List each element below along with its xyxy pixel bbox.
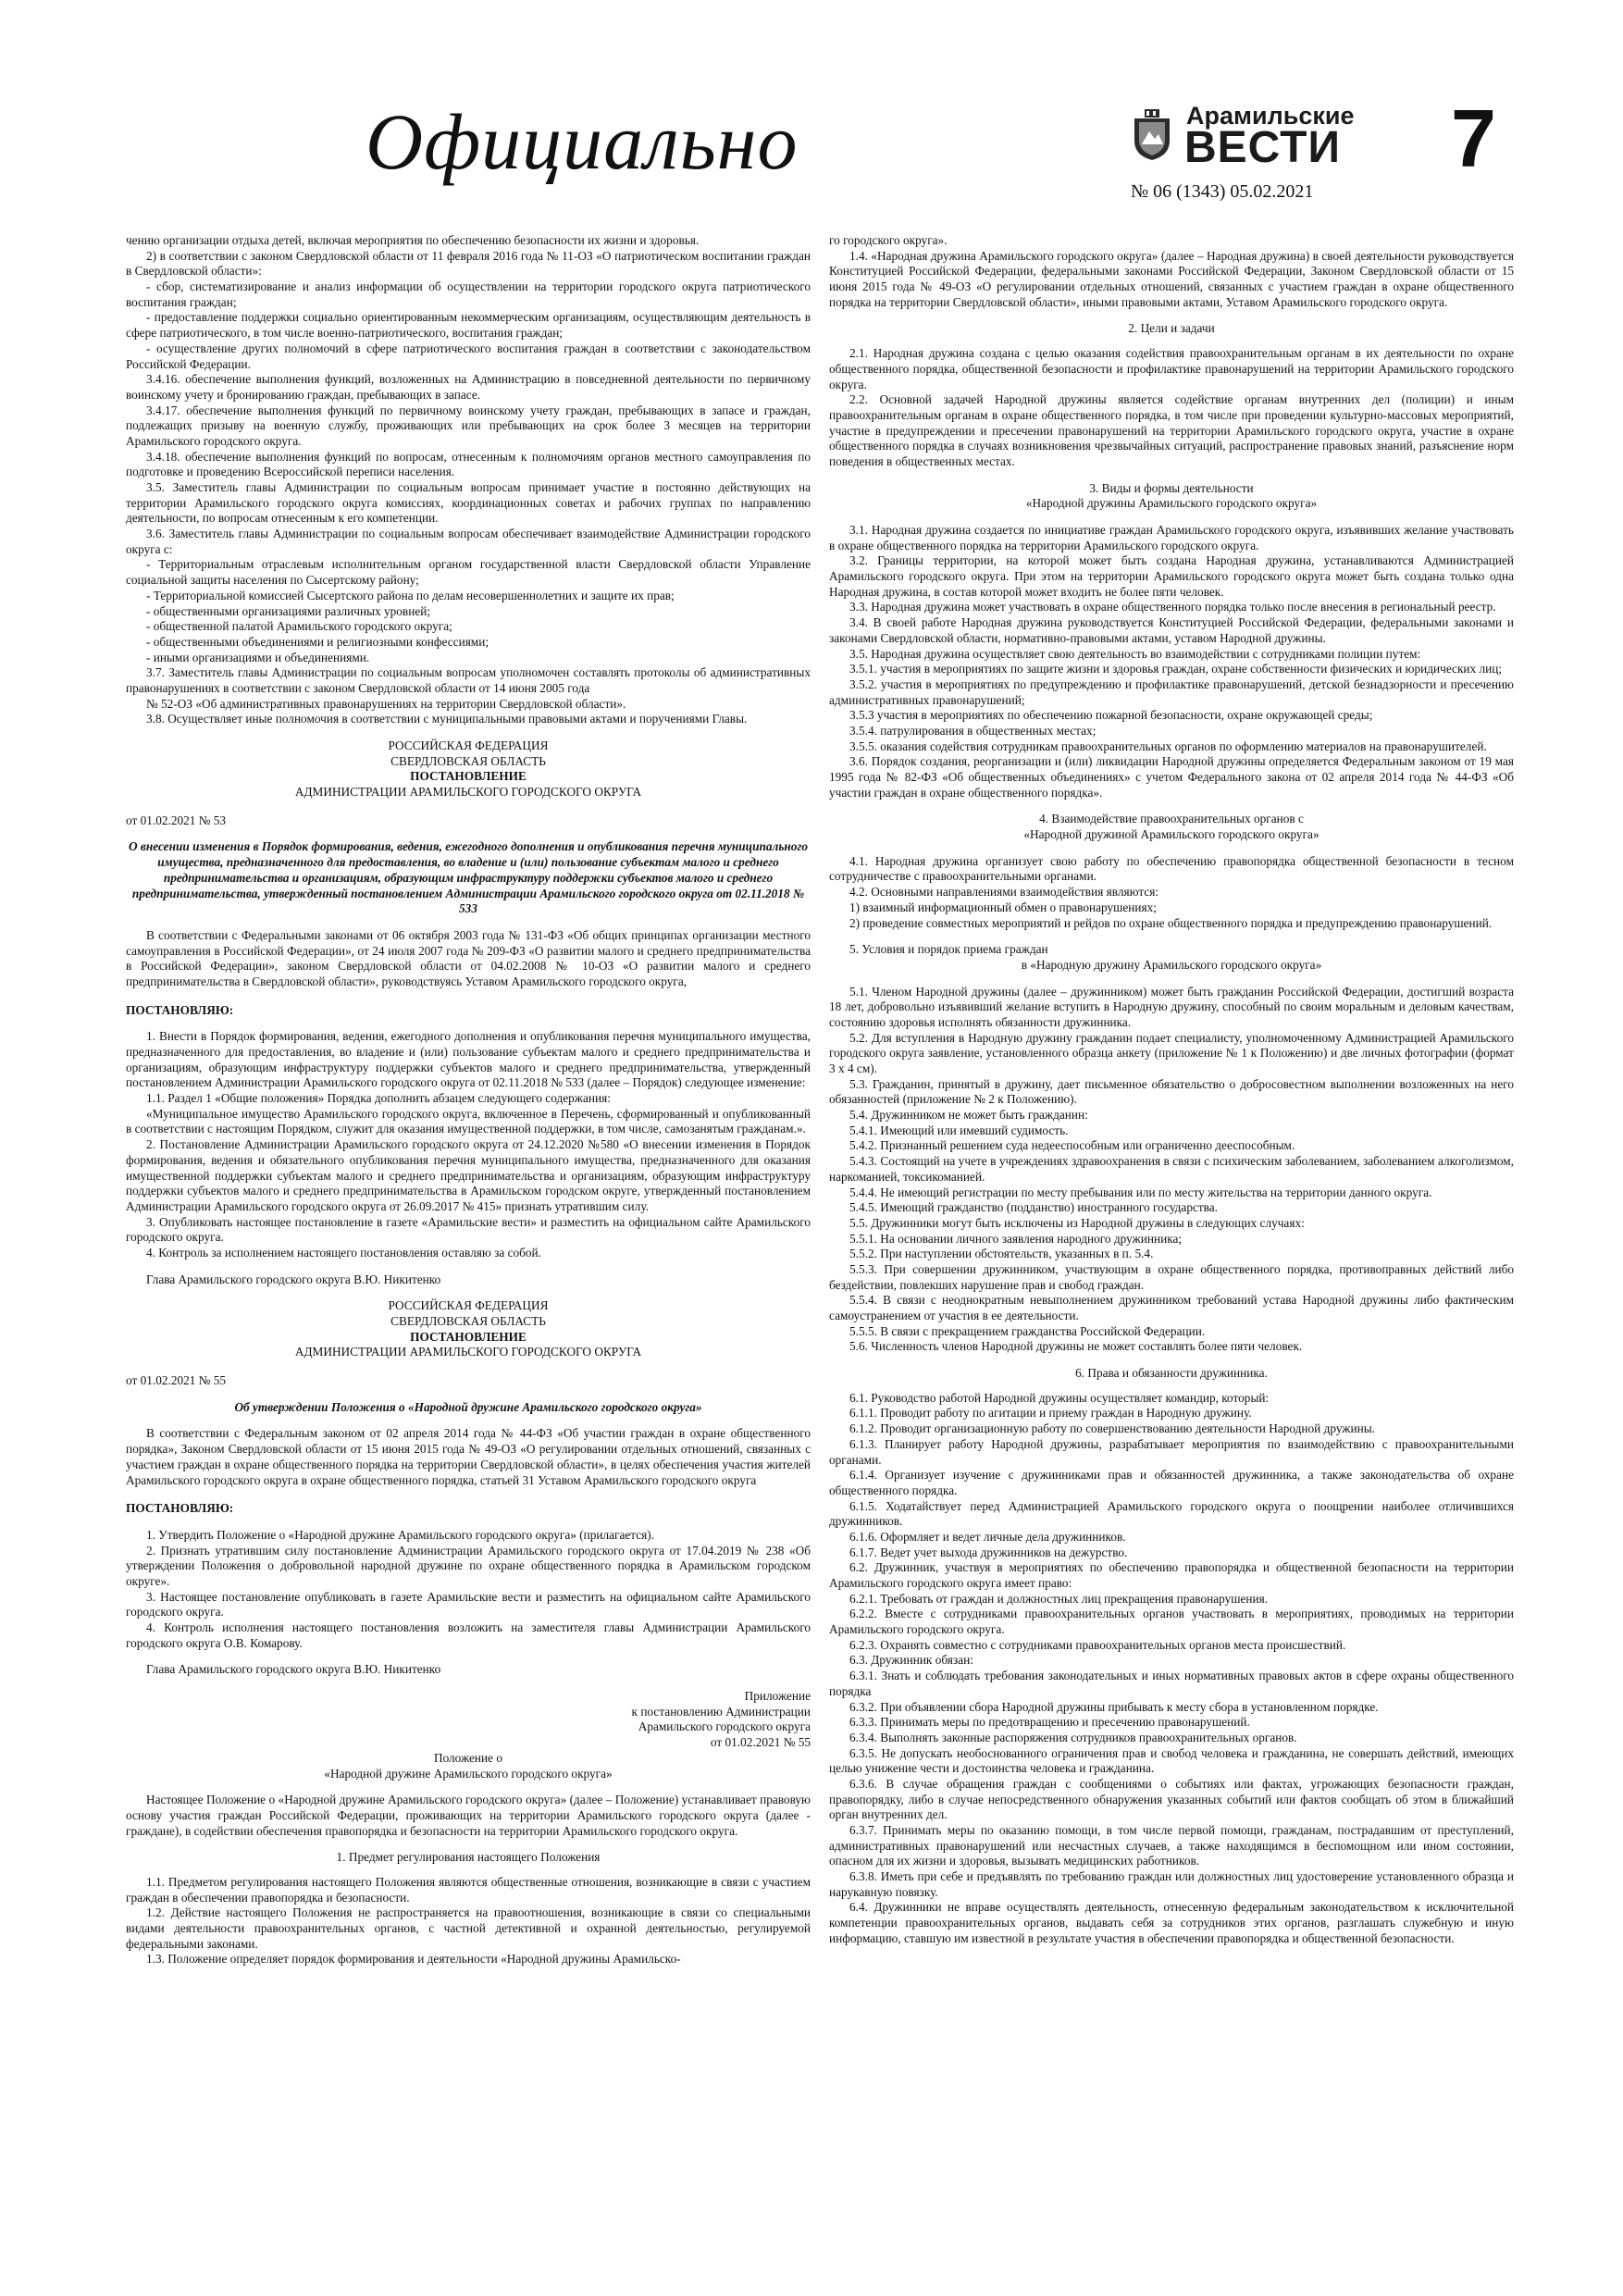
paragraph: 5.4.2. Признанный решением суда недееспособным или ограниченно дееспособным. [849, 1138, 1295, 1153]
decree-header-region: СВЕРДЛОВСКАЯ ОБЛАСТЬ [390, 753, 546, 768]
paragraph: 3.4.17. обеспечение выполнения функций по первичному воинскому учету граждан, пребывающих в запасе и граждан, подлежащих призыву на военную службу, проживающих или пребывающих на срок более 3 месяцев на территории Арамильского городского округа. [126, 403, 811, 448]
paragraph: 5.4.5. Имеющий гражданство (подданство) иностранного государства. [849, 1200, 1219, 1215]
paragraph: № 52-ОЗ «Об административных правонарушениях на территории Свердловской области». [146, 696, 626, 711]
decree-header-country: РОССИЙСКАЯ ФЕДЕРАЦИЯ [388, 738, 549, 752]
decree-resolution: ПОСТАНОВЛЯЮ: [126, 1501, 234, 1516]
paragraph: 6.4. Дружинники не вправе осуществлять деятельность, отнесенную федеральным законодательством к исключительной компетенции правоохранительных органов, выдавать себя за сотрудников этих органов, разглашать служебную и иную информацию, ставшую им известной в результате участия в обеспечении правопорядка и общественной безопасности. [829, 1900, 1514, 1945]
paragraph: 6.1.1. Проводит работу по агитации и приему граждан в Народную дружину. [849, 1406, 1252, 1421]
paragraph: 6.2. Дружинник, участвуя в мероприятиях по обеспечению правопорядка и общественной безопасности на территории Арамильского городского округа имеет право: [829, 1560, 1514, 1590]
paragraph: 6.1.5. Ходатайствует перед Администрацией Арамильского городского округа о поощрении наиболее отличившихся дружинников. [829, 1498, 1514, 1529]
page-number: 7 [1451, 93, 1496, 184]
brand-name-small: Арамильские [1186, 102, 1355, 130]
decree-header-issuer: АДМИНИСТРАЦИИ АРАМИЛЬСКОГО ГОРОДСКОГО ОКРУГА [294, 785, 642, 800]
coat-of-arms-icon [1131, 109, 1173, 161]
paragraph: 6.3.1. Знать и соблюдать требования законодательных и иных нормативных правовых актов в сфере охраны общественного порядка [829, 1669, 1514, 1698]
paragraph: 1. Внести в Порядок формирования, ведения, ежегодного дополнения и опубликования перечня муниципального имущества, предназначенного для предоставления, во владение и (или) пользование субъектам малого и среднего предпринимательства и организациям, образующим инфраструктуру поддержки субъектов малого и среднего предпринимательства, утвержденный постановлением Администрации Арамильского городского округа от 02.11.2018 № 533 (далее – Порядок) следующее изменение: [126, 1029, 811, 1090]
paragraph: 6.3.2. При объявлении сбора Народной дружины прибывать к месту сбора в установленном порядке. [849, 1699, 1379, 1714]
paragraph: 5.5.1. На основании личного заявления народного дружинника; [849, 1231, 1183, 1246]
paragraph: 5.2. Для вступления в Народную дружину гражданин подает специалисту, уполномоченному Администрацией Арамильского городского округа заявление, установленного образца анкету (приложение № 1 к Положению) и две личных фотографии (формат 3 x 4 см). [829, 1030, 1514, 1075]
paragraph: 4.2. Основными направлениями взаимодействия являются: [849, 885, 1159, 900]
paragraph: 3.5.2. участия в мероприятиях по предупреждению и профилактике правонарушений, детской безнадзорности и пресечению административных правонарушений; [829, 676, 1514, 707]
paragraph: 2) проведение совместных мероприятий и рейдов по охране общественного порядка и предупреждению правонарушений. [849, 915, 1493, 930]
paragraph: 4. Контроль исполнения настоящего постановления возложить на заместителя главы Администрации Арамильского городского округа О.В. Комарову. [126, 1620, 811, 1650]
paragraph: 3.3. Народная дружина может участвовать в охране общественного порядка только после внесения в региональный реестр. [849, 600, 1496, 614]
paragraph: 5.5.5. В связи с прекращением гражданства Российской Федерации. [849, 1323, 1206, 1338]
paragraph: 5.4.3. Состоящий на учете в учреждениях здравоохранения в связи с психическим заболеванием, заболеванием алкоголизмом, наркоманией, токсикоманией. [829, 1154, 1514, 1184]
decree-header-type: ПОСТАНОВЛЕНИЕ [410, 1329, 527, 1344]
decree-date: от 01.02.2021 № 53 [126, 813, 227, 827]
paragraph: 2.1. Народная дружина создана с целью оказания содействия правоохранительным органам в их деятельности по охране общественного порядка, общественной безопасности и профилактике правонарушений на территории Арамильского городского округа. [829, 346, 1514, 391]
section-heading: 1. Предмет регулирования настоящего Положения [336, 1850, 601, 1865]
paragraph: 5.3. Гражданин, принятый в дружину, дает письменное обязательство о добросовестном выполнении возложенных на него обязанностей (приложение № 2 к Положению). [829, 1076, 1514, 1107]
paragraph: 6.3. Дружинник обязан: [849, 1653, 973, 1668]
decree-header-type: ПОСТАНОВЛЕНИЕ [410, 769, 527, 784]
section-heading: «Народной дружиной Арамильского городского округа» [1023, 827, 1319, 842]
paragraph: 3. Настоящее постановление опубликовать в газете Арамильские вести и разместить на официальном сайте Арамильского городского округа. [126, 1589, 811, 1620]
paragraph: 5.4.4. Не имеющий регистрации по месту пребывания или по месту жительства на территории данного округа. [849, 1185, 1432, 1199]
newspaper-logo [1131, 102, 1353, 190]
paragraph: 5.1. Членом Народной дружины (далее – дружинником) может быть гражданин Российской Федерации, достигший возраста 18 лет, добровольно изъявивший желание вступить в Народную дружину, способный по своим моральным и деловым качествам, состоянию здоровья исполнять обязанности дружинника. [829, 984, 1514, 1029]
paragraph: 1) взаимный информационный обмен о правонарушениях; [849, 900, 1157, 914]
paragraph: 6.2.3. Охранять совместно с сотрудниками правоохранительных органов места происшествий. [849, 1637, 1346, 1652]
section-heading: 2. Цели и задачи [1128, 321, 1215, 336]
paragraph: 6.3.5. Не допускать необоснованного ограничения прав и свобод человека и гражданина, не совершать действий, имеющих целью унижение чести и достоинства человека и гражданина. [829, 1745, 1514, 1776]
decree-title: О внесении изменения в Порядок формирования, ведения, ежегодного дополнения и опубликования перечня муниципального имущества, предназначенного для предоставления, во владение и (или) пользование субъектам малого и среднего предпринимательства и организациям, образующим инфраструктуру поддержки субъектов малого и среднего предпринимательства, утвержденный постановлением Администрации Арамильского городского округа от 02.11.2018 № 533 [128, 839, 809, 916]
paragraph: 5.6. Численность членов Народной дружины не может составлять более пяти человек. [849, 1339, 1303, 1354]
paragraph: 6.1.6. Оформляет и ведет личные дела дружинников. [849, 1529, 1126, 1544]
paragraph: 2. Постановление Администрации Арамильского городского округа от 24.12.2020 №580 «О внесении изменения в Порядок формирования, ведения и обязательного опубликования перечня муниципального имущества, предназначенного для оказания имущественной поддержки субъектам малого и среднего предпринимательства и организациям, образующим инфраструктуру поддержки субъектов малого и среднего предпринимательства в Арамильском городском округе, утвержденный постановлением Администрации Арамильского городского округа от 26.09.2017 № 415» признать утратившим силу. [126, 1137, 811, 1213]
paragraph: чению организации отдыха детей, включая мероприятия по обеспечению безопасности их жизни и здоровья. [126, 233, 700, 247]
paragraph: 3.4.16. обеспечение выполнения функций, возложенных на Администрацию в повседневной деятельности по первичному воинскому учету и бронированию граждан, пребывающих в запасе. [126, 372, 811, 402]
appendix-label: от 01.02.2021 № 55 [710, 1735, 811, 1750]
paragraph: - сбор, систематизирование и анализ информации об осуществлении на территории городского округа патриотического воспитания граждан; [126, 279, 811, 309]
paragraph: 3.5. Народная дружина осуществляет свою деятельность во взаимодействии с сотрудниками полиции путем: [849, 646, 1421, 661]
right-column [829, 233, 1514, 1947]
paragraph: 3.5.5. оказания содействия сотрудникам правоохранительных органов по оформлению материалов на правонарушителей. [849, 738, 1487, 753]
appendix-label: Арамильского городского округа [638, 1719, 811, 1734]
paragraph: - Территориальным отраслевым исполнительным органом государственной власти Свердловской области Управление социальной защиты населения по Сысертскому району; [126, 557, 811, 588]
paragraph: 1.4. «Народная дружина Арамильского городского округа» (далее – Народная дружина) в своей деятельности руководствуется Конституцией Российской Федерации, федеральными законами Российской Федерации, Законом Свердловской области от 15 июня 2015 года № 49-ОЗ «О регулировании отдельных отношений, связанных с участием граждан в охране общественного порядка на территории Свердловской области», иными правовыми актами, Уставом Арамильского городского округа. [829, 248, 1514, 309]
paragraph: 6.2.2. Вместе с сотрудниками правоохранительных органов участвовать в мероприятиях, проводимых на территории Арамильского городского округа. [829, 1607, 1514, 1637]
paragraph: - общественной палатой Арамильского городского округа; [146, 619, 452, 634]
signature: Глава Арамильского городского округа В.Ю. Никитенко [146, 1662, 441, 1677]
paragraph: 1.1. Предметом регулирования настоящего Положения являются общественные отношения, возникающие в связи с участием граждан в обеспечении правопорядка и безопасности. [126, 1874, 811, 1905]
paragraph: 3.5.3 участия в мероприятиях по обеспечению пожарной безопасности, охране окружающей среды; [849, 708, 1373, 723]
decree-header-region: СВЕРДЛОВСКАЯ ОБЛАСТЬ [390, 1314, 546, 1328]
paragraph: 3.6. Порядок создания, реорганизации и (или) ликвидации Народной дружины определяется Федеральным законом от 19 мая 1995 года № 82-ФЗ «Об общественных объединениях» с учетом Федерального закона от 02 апреля 2014 года № 44-ФЗ «Об участии граждан в охране общественного порядка». [829, 754, 1514, 800]
paragraph: 5.5. Дружинники могут быть исключены из Народной дружины в следующих случаях: [849, 1215, 1305, 1230]
issue-number-date: № 06 (1343) 05.02.2021 [1131, 181, 1314, 202]
paragraph: Настоящее Положение о «Народной дружине Арамильского городского округа» (далее – Положение) устанавливает правовую основу участия граждан Российской Федерации, проживающих на территории Арамильского городского округа (далее - граждане), в содействии обеспечения правопорядка и безопасности на территории Арамильского городского округа. [126, 1793, 811, 1838]
section-heading: «Народной дружины Арамильского городского округа» [1025, 496, 1318, 511]
paragraph: 5.5.4. В связи с неоднократным невыполнением дружинником требований устава Народной дружины либо фактическим самоустранением от участия в ее деятельности. [829, 1293, 1514, 1322]
appendix-label: к постановлению Администрации [631, 1704, 811, 1719]
paragraph: - предоставление поддержки социально ориентированным некоммерческим организациям, осуществляющим деятельность в сфере патриотического, в том числе военно-патриотического, воспитания граждан; [126, 310, 811, 341]
paragraph: 1.1. Раздел 1 «Общие положения» Порядка дополнить абзацем следующего содержания: [146, 1091, 611, 1106]
paragraph: 3.5.1. участия в мероприятиях по защите жизни и здоровья граждан, охране собственности физических и юридических лиц; [849, 662, 1503, 676]
regulation-title: «Народной дружине Арамильского городского округа» [324, 1766, 613, 1781]
section-title: Официально [365, 97, 799, 186]
paragraph: 6.1. Руководство работой Народной дружины осуществляет командир, который: [849, 1390, 1270, 1405]
paragraph: 3.2. Границы территории, на которой может быть создана Народная дружина, устанавливаются Администрацией Арамильского городского округа. При этом на территории Арамильского городского округа может быть создана только одна Народная дружина, в состав которой может входить не более пяти человек. [829, 553, 1514, 599]
paragraph: 3.5.4. патрулирования в общественных местах; [849, 723, 1096, 738]
regulation-title: Положение о [433, 1750, 503, 1765]
paragraph: «Муниципальное имущество Арамильского городского округа, включенное в Перечень, сформированный и опубликованный в соответствии с настоящим Порядком, служит для оказания имущественной поддержки, в том числе, самозанятым гражданам.». [126, 1106, 811, 1136]
masthead [0, 0, 1623, 231]
section-heading: 5. Условия и порядок приема граждан [849, 942, 1048, 957]
section-heading: в «Народную дружину Арамильского городского округа» [1021, 957, 1322, 972]
paragraph: 3.4.18. обеспечение выполнения функций по вопросам, отнесенным к полномочиям органов местного самоуправления по подготовке и проведению Всероссийской переписи населения. [126, 449, 811, 479]
paragraph: - Территориальной комиссией Сысертского района по делам несовершеннолетних и защите их прав; [146, 588, 675, 602]
left-column [126, 233, 811, 1967]
paragraph: 4. Контроль за исполнением настоящего постановления оставляю за собой. [146, 1245, 541, 1260]
paragraph: 5.4.1. Имеющий или имевший судимость. [849, 1123, 1069, 1137]
decree-resolution: ПОСТАНОВЛЯЮ: [126, 1002, 234, 1017]
paragraph: 1. Утвердить Положение о «Народной дружине Арамильского городского округа» (прилагается). [146, 1527, 655, 1542]
paragraph: 6.3.8. Иметь при себе и предъявлять по требованию граждан или должностных лиц удостоверение установленного образца и нарукавную повязку. [829, 1869, 1514, 1899]
paragraph: 6.1.3. Планирует работу Народной дружины, разрабатывает мероприятия по взаимодействию с правоохранительными органами. [829, 1436, 1514, 1467]
paragraph: - иными организациями и объединениями. [146, 650, 370, 664]
decree-header-country: РОССИЙСКАЯ ФЕДЕРАЦИЯ [388, 1298, 549, 1313]
brand-name-big: ВЕСТИ [1184, 123, 1341, 172]
paragraph: 2.2. Основной задачей Народной дружины является содействие органам внутренних дел (полиции) и иным правоохранительным органам в охране общественного порядка, в том числе при проведении культурно-массовых мероприятий, участие в предупреждении и пресечении правонарушений на территории Арамильского городского округа, участие в охране общественного порядка в случаях возникновения чрезвычайных ситуаций, распространение правовых знаний, разъяснение норм поведения в общественных местах. [829, 392, 1514, 468]
section-heading: 3. Виды и формы деятельности [1089, 480, 1254, 495]
paragraph: 5.5.3. При совершении дружинником, участвующим в охране общественного порядка, противоправных действий либо бездействии, повлекших нарушение прав и свобод граждан. [829, 1261, 1514, 1292]
paragraph: 3.8. Осуществляет иные полномочия в соответствии с муниципальными правовыми актами и поручениями Главы. [146, 712, 748, 726]
paragraph: - общественными объединениями и религиозными конфессиями; [146, 634, 489, 649]
paragraph: 6.2.1. Требовать от граждан и должностных лиц прекращения правонарушения. [849, 1591, 1269, 1606]
paragraph: 5.4. Дружинником не может быть гражданин: [849, 1108, 1088, 1123]
paragraph: 3. Опубликовать настоящее постановление в газете «Арамильские вести» и разместить на официальном сайте Арамильского городского округа. [126, 1214, 811, 1245]
paragraph: 3.6. Заместитель главы Администрации по социальным вопросам обеспечивает взаимодействие Администрации городского округа с: [126, 527, 811, 556]
paragraph: 6.3.4. Выполнять законные распоряжения сотрудников правоохранительных органов. [849, 1730, 1297, 1744]
paragraph: 6.3.6. В случае обращения граждан с сообщениями о событиях или фактах, угрожающих безопасности граждан, правопорядку, либо в случае непосредственного обнаружения указанных событий или фактов сообщать об этом в ближайший орган внутренних дел. [829, 1776, 1514, 1822]
paragraph: 3.1. Народная дружина создается по инициативе граждан Арамильского городского округа, изъявивших желание участвовать в охране общественного порядка на территории Арамильского городского округа. [829, 523, 1514, 552]
section-heading: 4. Взаимодействие правоохранительных органов с [1039, 812, 1304, 826]
paragraph: 1.2. Действие настоящего Положения не распространяется на правоотношения, возникающие в связи со специальными видами деятельности правоохранительных органов, с частной детективной и охранной деятельностью, регулируемой федеральными законами. [126, 1905, 811, 1951]
paragraph: 6.3.3. Принимать меры по предотвращению и пресечению правонарушений. [849, 1715, 1250, 1730]
signature: Глава Арамильского городского округа В.Ю. Никитенко [146, 1272, 441, 1286]
decree-title: Об утверждении Положения о «Народной дружине Арамильского городского округа» [234, 1399, 702, 1414]
paragraph: 6.1.4. Организует изучение с дружинниками прав и обязанностей дружинника, а также законодательства об охране общественного порядка. [829, 1468, 1514, 1497]
paragraph: 5.5.2. При наступлении обстоятельств, указанных в п. 5.4. [849, 1247, 1154, 1261]
paragraph: го городского округа». [829, 233, 948, 247]
paragraph: 4.1. Народная дружина организует свою работу по обеспечению правопорядка общественной безопасности в тесном сотрудничестве с правоохранительными органами. [829, 853, 1514, 884]
paragraph: 3.5. Заместитель главы Администрации по социальным вопросам принимает участие в постоянно действующих на территории Арамильского городского округа комиссиях, координационных советах и рабочих группах по направлению деятельности, по вопросам отнесенным к его компетенции. [126, 480, 811, 526]
appendix-label: Приложение [744, 1689, 811, 1704]
paragraph: 3.4. В своей работе Народная дружина руководствуется Конституцией Российской Федерации, федеральными законами и законами Свердловской области, нормативно-правовыми актами, уставом Народной дружины. [829, 615, 1514, 645]
paragraph: 1.3. Положение определяет порядок формирования и деятельности «Народной дружины Арамильско- [146, 1952, 681, 1967]
paragraph: 3.7. Заместитель главы Администрации по социальным вопросам уполномочен составлять протоколы об административных правонарушениях в соответствии с законом Свердловской области от 14 июня 2005 года [126, 665, 811, 695]
paragraph: - общественными организациями различных уровней; [146, 603, 431, 618]
paragraph: 6.1.2. Проводит организационную работу по совершенствованию деятельности Народной дружины. [849, 1421, 1375, 1436]
paragraph: 2. Признать утратившим силу постановление Администрации Арамильского городского округа от 17.04.2019 № 238 «Об утверждении Положения о добровольной народной дружине по охране общественного порядка в Арамильском городском округе». [126, 1543, 811, 1588]
paragraph: - осуществление других полномочий в сфере патриотического воспитания граждан в соответствии с законодательством Российской Федерации. [126, 341, 811, 371]
paragraph: В соответствии с Федеральными законами от 06 октября 2003 года № 131-ФЗ «Об общих принципах организации местного самоуправления в Российской Федерации», от 24 июля 2007 года № 209-ФЗ «О развитии малого и среднего предпринимательства в Российской Федерации», законом Свердловской области от 04.02.2008 № 10-ОЗ «О развитии малого и среднего предпринимательства в Свердловской области», руководствуясь Уставом Арамильского городского округа, [126, 927, 811, 988]
paragraph: В соответствии с Федеральным законом от 02 апреля 2014 года № 44-ФЗ «Об участии граждан в охране общественного порядка», Законом Свердловской области от 15 июня 2015 года № 49-ОЗ «О регулировании отдельных отношений, связанных с участием граждан в охране общественного порядка на территории Свердловской области», в целях обеспечения участия жителей Арамильского городского округа в охране общественного порядка, статьей 31 Уставом Арамильского городского округа [126, 1426, 811, 1487]
decree-date: от 01.02.2021 № 55 [126, 1373, 227, 1388]
paragraph: 6.1.7. Ведет учет выхода дружинников на дежурство. [849, 1545, 1128, 1559]
paragraph: 6.3.7. Принимать меры по оказанию помощи, в том числе первой помощи, гражданам, пострадавшим от преступлений, административных правонарушений или несчастных случаев, а также находящимся в беспомощном или ином состоянии, опасном для их жизни и здоровья, вызывать медицинских работников. [829, 1823, 1514, 1868]
decree-header-issuer: АДМИНИСТРАЦИИ АРАМИЛЬСКОГО ГОРОДСКОГО ОКРУГА [294, 1345, 642, 1359]
section-heading: 6. Права и обязанности дружинника. [1075, 1366, 1268, 1381]
paragraph: 2) в соответствии с законом Свердловской области от 11 февраля 2016 года № 11-ОЗ «О патриотическом воспитании граждан в Свердловской области»: [126, 248, 811, 279]
